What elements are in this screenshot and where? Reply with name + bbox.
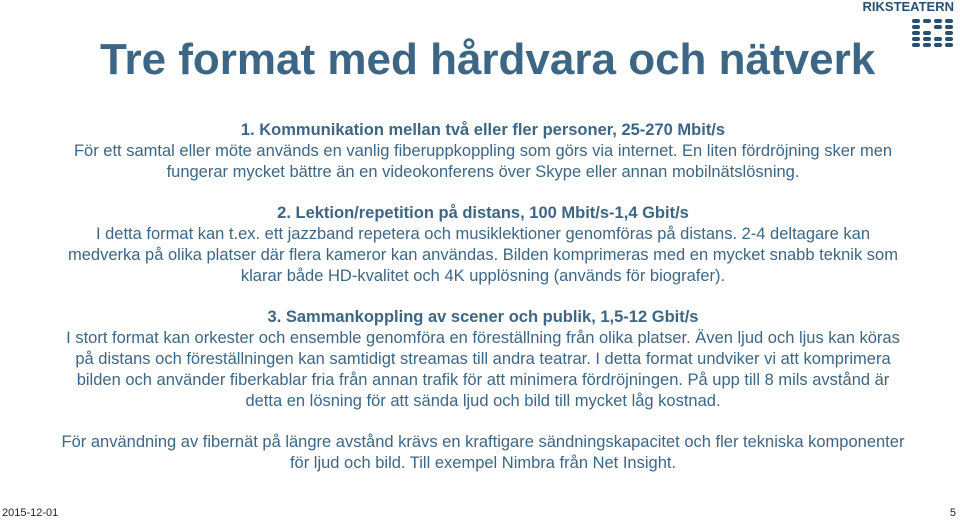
logo-dots-icon bbox=[912, 19, 954, 49]
section-heading: 2. Lektion/repetition på distans, 100 Mbit/s-1,4 Gbit/s bbox=[277, 204, 689, 222]
section-heading: 3. Sammankoppling av scener och publik, 1,5-12 Gbit/s bbox=[267, 308, 699, 326]
slide-body bbox=[60, 120, 906, 474]
section-heading: 1. Kommunikation mellan två eller fler personer, 25-270 Mbit/s bbox=[240, 121, 726, 139]
footer-date: 2015-12-01 bbox=[2, 507, 59, 519]
section-stage-connection bbox=[60, 307, 906, 412]
section-text: För ett samtal eller möte används en vanlig fiberuppkoppling som görs via internet. En liten fördröjning sker men fungerar mycket bättre än en videokonferens över Skype eller annan mobilnätslösning. bbox=[73, 142, 893, 181]
section-text: I detta format kan t.ex. ett jazzband repetera och musiklektioner genomföras på distans. 2-4 deltagare kan medverka på olika platser där flera kameror kan användas. Bilden komprimeras med en mycket snabb teknik som klarar både HD-kvalitet och 4K upplösning (används för biografer). bbox=[68, 225, 898, 285]
section-text: I stort format kan orkester och ensemble genomföra en föreställning från olika platser. Även ljud och ljus kan köras på distans och föreställningen kan samtidigt streamas till andra teatrar. I detta format undviker vi att komprimera bilden och använder fiberkablar fria från annan trafik för att minimera fördröjningen. På upp till 8 mils avstånd är detta en lösning för att sända ljud och bild till mycket låg kostnad. bbox=[66, 329, 900, 410]
section-text: För användning av fibernät på längre avstånd krävs en kraftigare sändningskapacitet och fler tekniska komponenter för ljud och bild. Till exempel Nimbra från Net Insight. bbox=[61, 433, 905, 472]
riksteatern-logo bbox=[862, 0, 954, 52]
section-communication bbox=[60, 120, 906, 183]
slide-title: Tre format med hårdvara och nätverk bbox=[100, 35, 876, 84]
page-number: 5 bbox=[949, 507, 956, 519]
logo-text: RIKSTEATERN bbox=[862, 0, 954, 14]
section-lesson bbox=[60, 203, 906, 287]
section-long-distance bbox=[60, 432, 906, 474]
